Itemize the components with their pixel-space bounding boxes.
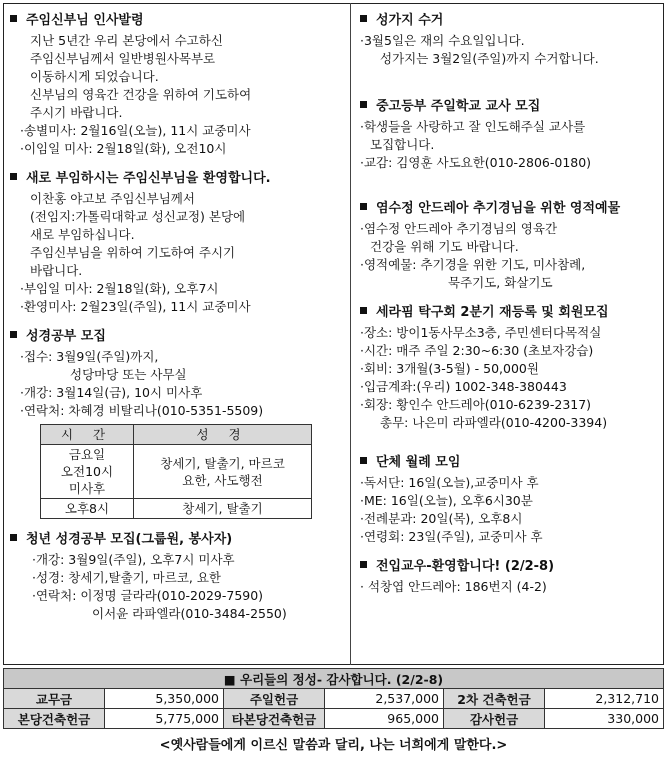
square-bullet-icon xyxy=(360,101,367,108)
section-title: 세라핌 탁구회 2분기 재등록 및 회원모집 xyxy=(376,305,609,320)
text-line: 지난 5년간 우리 본당에서 수고하신 xyxy=(30,33,223,48)
bullet-line: 건강을 위해 기도 바랍니다. xyxy=(370,239,519,254)
bullet-line: · 석창엽 안드레아: 186번지 (4-2) xyxy=(360,579,547,594)
section-title: 전입교우-환영합니다! (2/2-8) xyxy=(376,559,555,574)
bullet-line: ·입금계좌:(우리) 1002-348-380443 xyxy=(360,379,567,394)
square-bullet-icon xyxy=(360,561,367,568)
section-new-priest xyxy=(10,170,345,316)
bullet-line: 모집합니다. xyxy=(370,137,435,152)
square-bullet-icon xyxy=(360,203,367,210)
donation-label: 타본당건축헌금 xyxy=(224,709,325,729)
schedule-table xyxy=(40,424,312,519)
bullet-line: ·개강: 3월14일(금), 10시 미사후 xyxy=(20,385,203,400)
bullet-line: ·교감: 김영훈 사도요한(010-2806-0180) xyxy=(360,155,592,170)
bullet-line: ·송별미사: 2월16일(오늘), 11시 교중미사 xyxy=(20,123,251,138)
donation-header: ■ 우리들의 정성- 감사합니다. (2/2-8) xyxy=(4,669,664,689)
donation-value: 5,775,000 xyxy=(105,709,224,729)
section-table-tennis xyxy=(360,304,660,432)
column-divider xyxy=(350,3,351,665)
section-teacher-recruit xyxy=(360,98,660,172)
bullet-line: ·연락처: 이정명 글라라(010-2029-7590) xyxy=(32,588,264,603)
donation-label: 감사헌금 xyxy=(444,709,545,729)
table-cell: 오후8시 xyxy=(41,499,134,519)
text-line: 이찬홍 야고보 주임신부님께서 xyxy=(30,191,195,206)
section-priest-transfer xyxy=(10,12,345,158)
text-line: 바랍니다. xyxy=(30,263,83,278)
section-title: 주임신부님 인사발령 xyxy=(26,13,144,28)
section-monthly-meetings xyxy=(360,454,660,546)
table-header: 성 경 xyxy=(134,425,312,445)
square-bullet-icon xyxy=(360,15,367,22)
square-bullet-icon xyxy=(10,173,17,180)
bullet-line: ·연락처: 차혜경 비탈리나(010-5351-5509) xyxy=(20,403,264,418)
bullet-line: 성가지는 3월2일(주일)까지 수거합니다. xyxy=(380,51,599,66)
text-line: (전임지:가톨릭대학교 성신교정) 본당에 xyxy=(30,209,246,224)
bullet-line: ·염수정 안드레아 추기경님의 영육간 xyxy=(360,221,558,236)
donation-label: 주일헌금 xyxy=(224,689,325,709)
bullet-line: ·접수: 3월9일(주일)까지, xyxy=(20,349,159,364)
section-title: 성경공부 모집 xyxy=(26,329,106,344)
table-row xyxy=(4,689,664,709)
donation-value: 2,537,000 xyxy=(325,689,444,709)
section-title: 새로 부임하시는 주임신부님을 환영합니다. xyxy=(26,171,271,186)
bullet-line: 묵주기도, 화살기도 xyxy=(448,275,553,290)
section-palm-collection xyxy=(360,12,660,68)
bullet-line: ·이임일 미사: 2월18일(화), 오전10시 xyxy=(20,141,227,156)
right-column xyxy=(360,12,660,608)
bullet-line: ·회비: 3개월(3-5월) - 50,000원 xyxy=(360,361,539,376)
bullet-line: ·개강: 3월9일(주일), 오후7시 미사후 xyxy=(32,552,235,567)
square-bullet-icon xyxy=(10,331,17,338)
section-title: 청년 성경공부 모집(그룹원, 봉사자) xyxy=(26,532,233,547)
bullet-line: 총무: 나은미 라파엘라(010-4200-3394) xyxy=(380,415,608,430)
donation-value: 330,000 xyxy=(545,709,664,729)
text-line: 새로 부임하십니다. xyxy=(30,227,135,242)
bullet-line: ·3월5일은 재의 수요일입니다. xyxy=(360,33,525,48)
section-title: 성가지 수거 xyxy=(376,13,444,28)
text-line: 신부님의 영육간 건강을 위하여 기도하여 xyxy=(30,87,252,102)
donation-value: 5,350,000 xyxy=(105,689,224,709)
square-bullet-icon xyxy=(10,15,17,22)
bullet-line: ·학생들을 사랑하고 잘 인도해주실 교사를 xyxy=(360,119,586,134)
left-column xyxy=(10,12,345,635)
square-bullet-icon xyxy=(10,534,17,541)
bullet-line: 이서윤 라파엘라(010-3484-2550) xyxy=(92,606,287,621)
text-line: 주임신부님께서 일반병원사목부로 xyxy=(30,51,216,66)
table-cell: 창세기, 탈출기, 마르코 요한, 사도행전 xyxy=(134,445,312,499)
section-spiritual-gift xyxy=(360,200,660,292)
section-title: 염수정 안드레아 추기경님을 위한 영적예물 xyxy=(376,201,621,216)
bullet-line: ·시간: 매주 주일 2:30~6:30 (초보자강습) xyxy=(360,343,594,358)
donation-label: 본당건축헌금 xyxy=(4,709,105,729)
text-line: 이동하시게 되었습니다. xyxy=(30,69,159,84)
section-title: 단체 월례 모임 xyxy=(376,455,461,470)
table-cell: 창세기, 탈출기 xyxy=(134,499,312,519)
footer-quote: <옛사람들에게 이르신 말씀과 달리, 나는 너희에게 말한다.> xyxy=(159,738,508,753)
section-title: 중고등부 주일학교 교사 모집 xyxy=(376,99,541,114)
text-line: 주시기 바랍니다. xyxy=(30,105,123,120)
bullet-line: ·환영미사: 2월23일(주일), 11시 교중미사 xyxy=(20,299,251,314)
section-new-parishioners xyxy=(360,558,660,596)
bullet-line: ·부임일 미사: 2월18일(화), 오후7시 xyxy=(20,281,219,296)
square-bullet-icon: ■ xyxy=(223,671,241,687)
donation-value: 2,312,710 xyxy=(545,689,664,709)
bullet-line: ·전례분과: 20일(목), 오후8시 xyxy=(360,511,523,526)
table-cell: 금요일 오전10시 미사후 xyxy=(41,445,134,499)
table-header: 시 간 xyxy=(41,425,134,445)
bullet-line: ·영적예물: 추기경을 위한 기도, 미사참례, xyxy=(360,257,586,272)
bullet-line: ·성경: 창세기,탈출기, 마르코, 요한 xyxy=(32,570,222,585)
donation-value: 965,000 xyxy=(325,709,444,729)
bullet-line: 성당마당 또는 사무실 xyxy=(70,367,187,382)
donation-table xyxy=(3,668,664,729)
donation-label: 2차 건축헌금 xyxy=(444,689,545,709)
bullet-line: ·ME: 16일(오늘), 오후6시30분 xyxy=(360,493,533,508)
bullet-line: ·회장: 황인수 안드레아(010-6239-2317) xyxy=(360,397,592,412)
section-youth-bible-study xyxy=(10,531,345,623)
section-bible-study xyxy=(10,328,345,519)
table-row xyxy=(4,709,664,729)
donation-label: 교무금 xyxy=(4,689,105,709)
text-line: 주임신부님을 위하여 기도하여 주시기 xyxy=(30,245,236,260)
bullet-line: ·장소: 방이1동사무소3층, 주민센터다목적실 xyxy=(360,325,602,340)
square-bullet-icon xyxy=(360,457,367,464)
bullet-line: ·연령회: 23일(주일), 교중미사 후 xyxy=(360,529,543,544)
square-bullet-icon xyxy=(360,307,367,314)
bullet-line: ·독서단: 16일(오늘),교중미사 후 xyxy=(360,475,539,490)
